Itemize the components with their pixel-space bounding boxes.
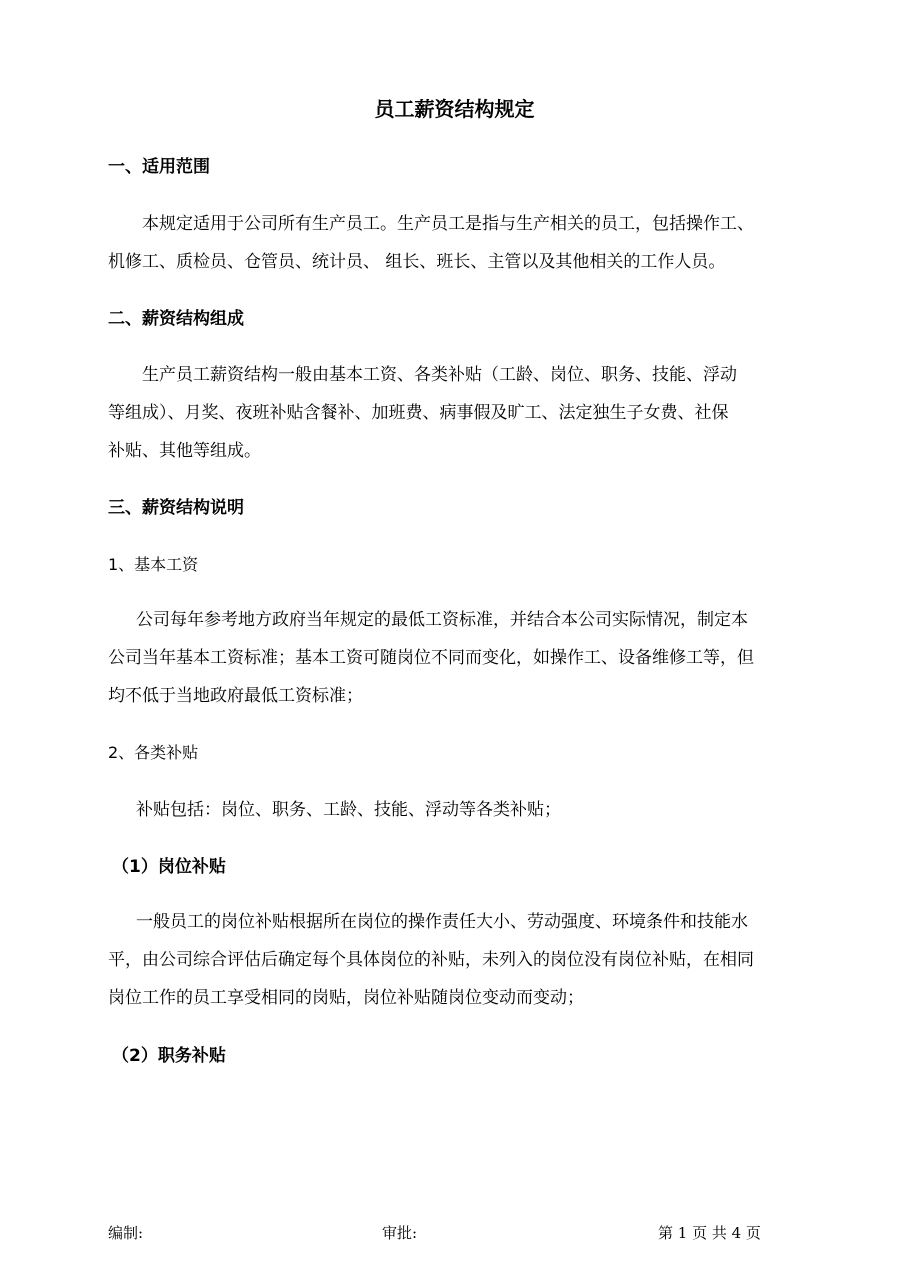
footer-page-info: 第 1 页 共 4 页 xyxy=(658,1224,761,1242)
paragraph-line: 机修工、质检员、仓管员、统计员、 组长、班长、主管以及其他相关的工作人员。 xyxy=(108,252,726,272)
paragraph-line: 补贴包括：岗位、职务、工龄、技能、浮动等各类补贴； xyxy=(136,800,561,820)
subsection-paragraph-allowances xyxy=(108,791,808,829)
section-paragraph-scope xyxy=(108,205,808,281)
subsection-heading-base-salary: 1、基本工资 xyxy=(108,555,199,574)
paragraph-line: 生产员工薪资结构一般由基本工资、各类补贴（工龄、岗位、职务、技能、浮动 xyxy=(142,365,737,385)
paragraph-line: 均不低于当地政府最低工资标准； xyxy=(108,686,363,706)
item-paragraph-position-allowance xyxy=(108,903,808,1017)
paragraph-line: 平，由公司综合评估后确定每个具体岗位的补贴，未列入的岗位没有岗位补贴，在相同 xyxy=(108,950,754,970)
item-heading-duty-allowance: （2）职务补贴 xyxy=(112,1046,226,1066)
section-heading-description: 三、薪资结构说明 xyxy=(108,498,244,518)
footer-approver-label: 审批: xyxy=(382,1224,418,1242)
paragraph-line: 本规定适用于公司所有生产员工。生产员工是指与生产相关的员工，包括操作工、 xyxy=(142,214,754,234)
paragraph-line: 岗位工作的员工享受相同的岗贴，岗位补贴随岗位变动而变动； xyxy=(108,988,584,1008)
section-heading-composition: 二、薪资结构组成 xyxy=(108,309,244,329)
paragraph-line: 公司当年基本工资标准；基本工资可随岗位不同而变化，如操作工、设备维修工等，但 xyxy=(108,648,754,668)
paragraph-line: 补贴、其他等组成。 xyxy=(108,441,261,461)
footer-editor-label: 编制: xyxy=(108,1224,144,1242)
item-heading-position-allowance: （1）岗位补贴 xyxy=(112,857,226,877)
document-title: 员工薪资结构规定 xyxy=(374,97,535,121)
subsection-heading-allowances: 2、各类补贴 xyxy=(108,743,199,762)
section-heading-scope: 一、适用范围 xyxy=(108,157,210,177)
section-paragraph-composition xyxy=(108,356,808,470)
subsection-paragraph-base-salary xyxy=(108,601,808,715)
paragraph-line: 一般员工的岗位补贴根据所在岗位的操作责任大小、劳动强度、环境条件和技能水 xyxy=(136,912,748,932)
paragraph-line: 公司每年参考地方政府当年规定的最低工资标准，并结合本公司实际情况，制定本 xyxy=(136,610,748,630)
paragraph-line: 等组成）、月奖、夜班补贴含餐补、加班费、病事假及旷工、法定独生子女费、社保 xyxy=(108,403,729,423)
